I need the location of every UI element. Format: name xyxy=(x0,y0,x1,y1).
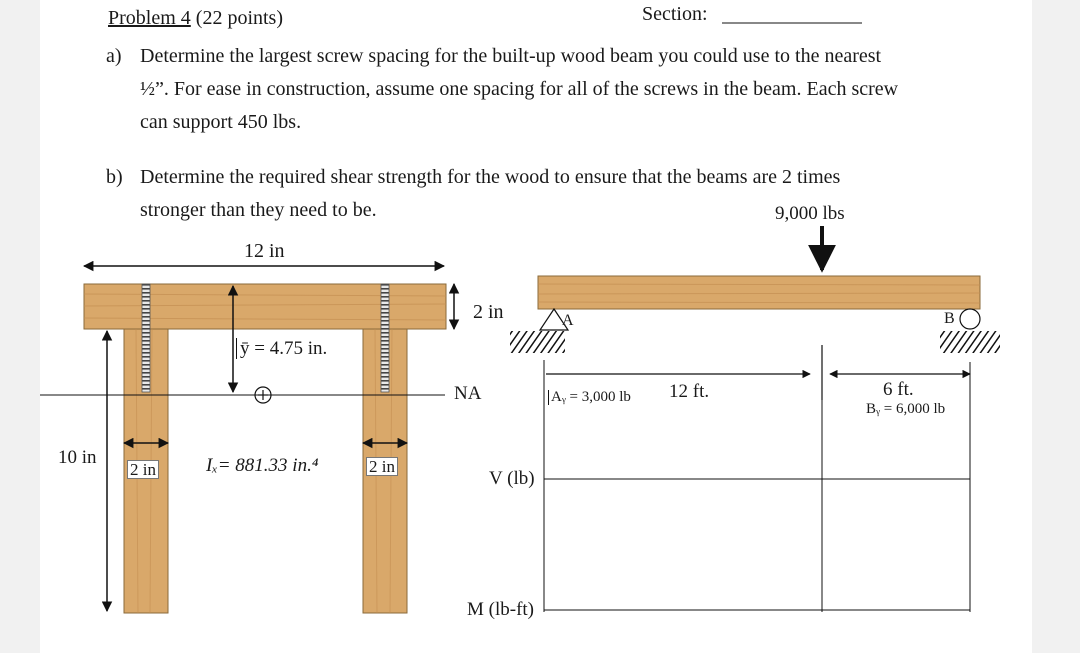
left-web-width-label: 2 in xyxy=(127,460,159,479)
part-a-text xyxy=(140,40,898,139)
reaction-b-label: Bᵧ = 6,000 lb xyxy=(866,401,946,417)
problem-number: Problem 4 xyxy=(108,7,191,29)
reaction-a-label: Aᵧ = 3,000 lb xyxy=(548,390,631,405)
flange-thickness-label: 2 in xyxy=(473,301,504,323)
moment-of-inertia-label: Iₓ= 881.33 in.⁴ xyxy=(206,455,319,476)
load-label: 9,000 lbs xyxy=(775,203,845,224)
support-b-label: B xyxy=(944,310,955,327)
moment-diagram-label: M (lb-ft) xyxy=(467,599,535,620)
problem-points: (22 points) xyxy=(195,7,283,29)
part-a-letter: a) xyxy=(106,45,122,67)
width-label: 12 in xyxy=(244,240,285,262)
right-screw xyxy=(381,284,389,392)
beam-body xyxy=(538,276,980,309)
section-label: Section: xyxy=(642,3,708,25)
part-b-line-1: Determine the required shear strength for the wood to ensure that the beams are 2 times xyxy=(140,166,841,188)
support-b-roller xyxy=(960,309,980,329)
part-a-line-3: can support 450 lbs. xyxy=(140,111,302,133)
na-label: NA xyxy=(454,383,482,404)
part-b-line-2: stronger than they need to be. xyxy=(140,199,377,221)
problem-heading xyxy=(108,8,283,28)
support-a-ground xyxy=(510,331,565,353)
left-screw xyxy=(142,284,150,392)
worksheet-page xyxy=(40,0,1032,653)
part-a-line-2: ½”. For ease in construction, assume one spacing for all of the screws in the beam. Each screw xyxy=(140,78,899,100)
span-2-label: 6 ft. xyxy=(883,379,914,400)
part-b-text xyxy=(140,161,840,227)
part-b-letter: b) xyxy=(106,166,123,188)
ybar-label: ȳ = 4.75 in. xyxy=(236,338,330,359)
right-web-width-label: 2 in xyxy=(366,457,398,476)
support-a-label: A xyxy=(562,312,574,329)
top-flange xyxy=(84,284,446,329)
part-a-line-1: Determine the largest screw spacing for the built-up wood beam you could use to the nearest xyxy=(140,45,882,67)
height-label: 10 in xyxy=(58,447,97,468)
support-b-ground xyxy=(940,331,1000,353)
shear-diagram-label: V (lb) xyxy=(489,468,535,489)
span-1-label: 12 ft. xyxy=(669,381,710,402)
